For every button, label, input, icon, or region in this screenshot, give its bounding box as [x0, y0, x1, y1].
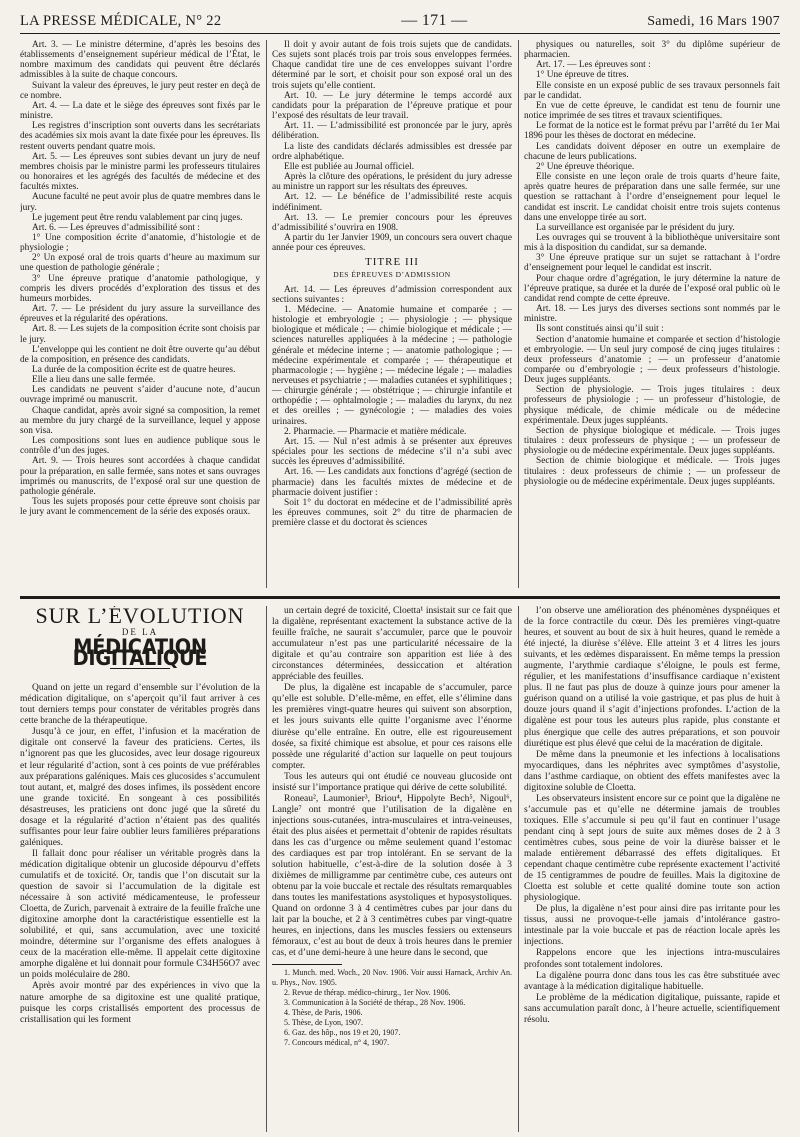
footnote: 1. Munch. med. Woch., 20 Nov. 1906. Voir aussi Harnack, Archiv An. u. Phys., Nov. 1905.: [272, 967, 512, 987]
article-title-line-2: DE LA: [121, 627, 159, 638]
decree-paragraph: Soit 1° du doctorat en médecine et de l’admissibilité après les épreuves communes, soit 2° du titre de pharmacien de première classe et du doctorat ès sciences: [272, 497, 512, 529]
decree-paragraph: Les candidats doivent déposer en outre un exemplaire de chacune de leurs publications.: [524, 141, 780, 162]
decree-paragraph: Art. 4. — La date et le siège des épreuves sont fixés par le ministre.: [20, 100, 260, 122]
article-title-main: MÉDICATION DIGITALIQUE: [72, 635, 208, 671]
footnote-rule: [272, 964, 342, 965]
decree-paragraph: Ils sont constitués ainsi qu’il suit :: [536, 324, 664, 335]
footnote: 7. Concours médical, n° 4, 1907.: [284, 1038, 390, 1048]
decree-paragraph: Tous les sujets proposés pour cette épreuve sont choisis par le jury avant le commencement de la série des exposés oraux.: [20, 497, 260, 518]
article-column-2: [272, 606, 512, 1132]
article-paragraph: De plus, la digalène est incapable de s’accumuler, parce qu’elle est soluble. D’elle-même, en effet, elle s’élimine dans les premières vingt-quatre heures qui suivent son absorption, et les jours suivants elle quitte l’organisme avec l’énorme diurèse qu’elle entraîne. En outre, elle est rigoureusement dosée, sa fixité chimique est absolue, et pour ces raisons elle possède une régularité d’action sur laquelle on peut toujours compter.: [272, 683, 512, 771]
decree-paragraph: Art. 15. — Nul n’est admis à se présenter aux épreuves spéciales pour les sections de médecine s’il n’a subi avec succès les épreuves d’admissibilité.: [272, 436, 512, 468]
journal-title: LA PRESSE MÉDICALE, N° 22: [20, 13, 222, 29]
decree-paragraph: Art. 13. — Le premier concours pour les épreuves d’admissibilité s’ouvrira en 1908.: [272, 212, 512, 233]
decree-paragraph: Art. 14. — Les épreuves d’admission correspondent aux sections suivantes :: [272, 284, 512, 305]
decree-paragraph: Les registres d’inscription sont ouverts dans les secrétariats des académies six mois avant la date fixée pour les épreuves. Ils restent ouverts pendant quatre mois.: [20, 121, 260, 152]
article-paragraph: Rappelons encore que les injections intra-musculaires profondes sont totalement indolores.: [524, 948, 780, 970]
decree-paragraph: Les candidats ne peuvent s’aider d’aucune note, d’aucun ouvrage imprimé ou manuscrit.: [20, 385, 260, 406]
article-column-3: [524, 606, 780, 1132]
article-paragraph: un certain degré de toxicité, Cloetta¹ insistait sur ce fait que la digalène, représentant exactement la substance active de la feuille fraîche, ne saurait s’accumuler, parce que le pouvoir accumulateur n’est pas une particularité nécessaire de la digitale et qu’au contraire son apparition est liée à des circonstances déterminées, dessiccation et altération appréciable des feuilles.: [272, 606, 512, 683]
decree-paragraph: Les compositions sont lues en audience publique sous le contrôle d’un des juges.: [20, 436, 260, 457]
footnote: 2. Revue de thérap. médico-chirurg., 1er Nov. 1906.: [284, 987, 451, 997]
decree-paragraph: Section d’anatomie humaine et comparée et section d’histologie et embryologie. — Un seul jury composé de cinq juges titulaires : deux professeurs d’anatomie ; — un professeur d’anatomie comparée ou d’embryologie ; — deux professeurs d’histologie. Deux juges suppléants.: [524, 334, 780, 386]
decree-paragraph: Pour chaque ordre d’agrégation, le jury détermine la nature de l’épreuve pratique, sa durée et la durée de l’exposé oral public où le candidat rend compte de cette épreuve.: [524, 273, 780, 304]
decree-paragraph: Art. 18. — Les jurys des diverses sections sont nommés par le ministre.: [524, 304, 780, 325]
decree-column-3: [524, 40, 780, 588]
decree-paragraph: Art. 16. — Les candidats aux fonctions d’agrégé (section de pharmacie) dans les facultés mixtes de médecine et de pharmacie doivent justifier :: [272, 467, 512, 498]
decree-paragraph: A partir du 1er Janvier 1909, un concours sera ouvert chaque année pour ces épreuves.: [272, 232, 512, 254]
decree-paragraph: Elle consiste en un exposé public de ses travaux personnels fait par le candidat.: [524, 80, 780, 101]
article-column-1: [20, 606, 260, 1132]
decree-paragraph: Art. 3. — Le ministre détermine, d’après les besoins des établissements d’enseignement supérieur médical de l’État, le nombre maximum des candidats qui peuvent être déclarés admissibles à la suite de chaque concours.: [20, 40, 260, 81]
footnote: 3. Communication à la Société de thérap., 28 Nov. 1906.: [284, 997, 466, 1007]
decree-paragraph: Art. 10. — Le jury détermine le temps accordé aux candidats pour la préparation de l’épreuve pratique et pour l’exposé des résultats de leur travail.: [272, 90, 512, 122]
decree-paragraph: L’enveloppe qui les contient ne doit être ouverte qu’au début de la composition, en présence des candidats.: [20, 344, 260, 365]
decree-paragraph: La durée de la composition écrite est de quatre heures.: [32, 365, 236, 375]
column-divider: [518, 606, 519, 1132]
decree-paragraph: Art. 6. — Les épreuves d’admissibilité sont :: [32, 222, 200, 233]
decree-paragraph: Elle consiste en une leçon orale de trois quarts d’heure faite, après quatre heures de préparation dans une salle fermée, sur une question se rattachant à l’ordre d’enseignement pour lequel le candidat est inscrit. Le candidat choisit entre trois sujets contenus dans une enveloppe tirée au sort.: [524, 172, 780, 223]
decree-paragraph: Les ouvrages qui se trouvent à la bibliothèque universitaire sont mis à la disposition du candidat, sur sa demande.: [524, 232, 780, 254]
decree-paragraph: Il doit y avoir autant de fois trois sujets que de candidats. Ces sujets sont placés trois par trois sous enveloppes fermées. Chaque candidat tire une de ces enveloppes suivant l’ordre déterminé par le sort, et choisit pour son exposé oral un des trois sujets qu’elle contient.: [272, 40, 512, 91]
decree-paragraph: Art. 5. — Les épreuves sont subies devant un jury de neuf membres choisis par le ministre parmi les professeurs titulaires ou honoraires et les agrégés des facultés de médecine et des facultés mixtes.: [20, 151, 260, 193]
article-paragraph: Le problème de la médication digitalique, puissante, rapide et sans accumulation paraît donc, à l’heure actuelle, scientifiquement résolu.: [524, 992, 780, 1025]
decree-paragraph: 1° Une composition écrite d’anatomie, d’histologie et de physiologie ;: [20, 232, 260, 254]
decree-paragraph: 2. Pharmacie. — Pharmacie et matière médicale.: [284, 426, 467, 437]
decree-column-2: [272, 40, 512, 588]
column-divider: [266, 606, 267, 1132]
column-divider: [518, 40, 519, 588]
decree-paragraph: Section de chimie biologique et médicale. — Trois juges titulaires : deux professeurs de chimie ; — un professeur de physiologie ou de médecine expérimentale. Deux juges suppléants.: [524, 456, 780, 487]
article-paragraph: Il fallait donc pour réaliser un véritable progrès dans la médication digitalique obtenir un glucoside dépourvu d’effets cumulatifs et de toxicité. Or, tandis que l’on discutait sur la question de savoir si l’accumulation de la digitale est nécessaire à son activité médicamenteuse, le professeur Cloetta, de Zurich, parvenait à extraire de la feuille fraîche une digitoxine amorphe dont la caractéristique essentielle est la solubilité, et qui, sans accumulation, avec une toxicité moindre, détermine sur l’organisme des effets analogues à ceux de la macération elle-même. Il appelait cette digitoxine amorphe digalène et lui donnait pour formule C34H56O7 avec un poids moléculaire de 280.: [20, 848, 260, 981]
decree-paragraph: Le format de la notice est le format prévu par l’arrêté du 1er Mai 1896 pour les thèses de doctorat en médecine.: [524, 121, 780, 142]
decree-paragraph: physiques ou naturelles, soit 3° du diplôme supérieur de pharmacien.: [524, 40, 780, 61]
section-title: TITRE III: [365, 256, 419, 269]
decree-paragraph: La liste des candidats déclarés admissibles est dressée par ordre alphabétique.: [272, 141, 512, 162]
article-paragraph: Quand on jette un regard d’ensemble sur l’évolution de la médication digitalique, on s’aperçoit qu’il faut arriver à ces tout derniers temps pour constater de véritables progrès dans cette branche de la thérapeutique.: [20, 683, 260, 727]
article-heading: [20, 606, 260, 671]
decree-column-1: [20, 40, 260, 588]
decree-paragraph: Art. 9. — Trois heures sont accordées à chaque candidat pour la préparation, en salle fermée, sans notes et sans ouvrages imprimés ou manuscrits, de l’exposé oral sur une question de pathologie générale.: [20, 456, 260, 497]
decree-paragraph: 3° Une épreuve pratique sur un sujet se rattachant à l’ordre d’enseignement pour lequel le candidat est inscrit.: [524, 253, 780, 274]
decree-paragraph: Section de physique biologique et médicale. — Trois juges titulaires : deux professeurs de physique ; — un professeur de physiologie ou de médecine expérimentale. Deux juges suppléants.: [524, 425, 780, 457]
header-rule: [20, 33, 780, 34]
section-subtitle: DES ÉPREUVES D’ADMISSION: [333, 270, 451, 280]
decree-paragraph: La surveillance est organisée par le président du jury.: [536, 222, 735, 233]
decree-paragraph: Art. 11. — L’admissibilité est prononcée par le jury, après délibération.: [272, 121, 512, 142]
article-paragraph: De plus, la digalène n’est pour ainsi dire pas irritante pour les tissus, aussi ne provoque-t-elle jamais d’intolérance gastro-intestinale par la voie buccale et pas de réaction locale après les injections.: [524, 904, 780, 948]
decree-paragraph: En vue de cette épreuve, le candidat est tenu de fournir une notice imprimée de ses titres et travaux scientifiques.: [524, 100, 780, 122]
decree-paragraph: Après la clôture des opérations, le président du jury adresse au ministre un rapport sur les résultats des épreuves.: [272, 172, 512, 193]
decree-paragraph: Art. 8. — Les sujets de la composition écrite sont choisis par le jury.: [20, 324, 260, 345]
footnote: 4. Thèse, de Paris, 1906.: [284, 1007, 363, 1017]
article-paragraph: l’on observe une amélioration des phénomènes dyspnéiques et de la force contractile du cœur. Dès les premières vingt-quatre heures, et souvent au bout de six à huit heures, quand le remède a été injecté, la diurèse s’élève. Elle atteint 3 et 4 litres les jours suivants, et les œdèmes disparaissent. En même temps la pression augmente, l’arythmie cardiaque s’éloigne, le pouls est ferme, régulier, et les manifestations d’insuffisance cardiaque n’existent plus. Il ne faut pas plus de douze à quinze jours pour amener la guérison quand on a utilisé la voie gastrique, et pas plus de huit à douze jours quand il s’agit d’injections profondes. L’action de la digalène est pour tous les auteurs plus rapide, plus constante et plus énergique que celle des autres préparations, et son pouvoir diurétique est plus élevé que celui de la macération de digitale.: [524, 606, 780, 749]
decree-paragraph: 1° Une épreuve de titres.: [536, 70, 629, 81]
article-paragraph: La digalène pourra donc dans tous les cas être substituée avec avantage à la médication digitalique habituelle.: [524, 970, 780, 992]
decree-paragraph: Art. 17. — Les épreuves sont :: [536, 60, 651, 71]
article-paragraph: De même dans la pneumonie et les infections à localisations myocardiques, dans les néphrites avec symptômes d’asystolie, dans l’asthme cardiaque, on obtient des effets manifestes avec la digitoxine soluble de Cloetta.: [524, 749, 780, 793]
decree-paragraph: Aucune faculté ne peut avoir plus de quatre membres dans le jury.: [20, 192, 260, 213]
page-number: — 171 —: [401, 12, 468, 29]
article-paragraph: Après avoir montré par des expériences in vivo que la nature amorphe de sa digitoxine est une qualité pratique, puisque les corps cristallisés emportent des processus de cristallisation qui les forment: [20, 981, 260, 1025]
decree-paragraph: Art. 7. — Le président du jury assure la surveillance des épreuves et la régularité des opérations.: [20, 304, 260, 325]
footnote: 6. Gaz. des hôp., nos 19 et 20, 1907.: [284, 1028, 401, 1038]
decree-paragraph: Elle a lieu dans une salle fermée.: [32, 375, 156, 386]
decree-paragraph: Elle est publiée au Journal officiel.: [284, 161, 415, 172]
decree-paragraph: Section de physiologie. — Trois juges titulaires : deux professeurs de physiologie ; — un professeur d’histologie, de physique médicale, de chimie médicale ou de médecine expérimentale. Deux juges suppléants.: [524, 385, 780, 426]
article-paragraph: Roneau², Laumonier³, Briou⁴, Hippolyte Bech⁵, Nigoul⁶, Langle⁷ ont montré que l’utilisation de la digalène en injections sous-cutanées, intra-musculaires et intra-veineuses, était des plus aisées et permettait d’obtenir de rapides résultats dans les cas d’urgence ou même seulement quand l’estomac des cardiaques est par trop intolérant. En se servant de la solution habituelle, c’est-à-dire de la solution dosée à 3 dixièmes de milligramme par centimètre cube, ces auteurs ont obtenu par la voie buccale et rectale des résultats remarquables dans toutes les manifestations asystoliques et hyposystoliques. Quand on ordonne 3 à 4 centimètres cubes par jour dans du lait par la bouche, et 2 à 3 centimètres cubes par vingt-quatre heures, en injections, dans les muscles fessiers ou extenseurs fémoraux, c’est au bout de deux à trois heures dans le premier cas, et d’une demi-heure à une heure dans le second, que: [272, 793, 512, 959]
issue-date: Samedi, 16 Mars 1907: [647, 14, 780, 29]
article-paragraph: Les observateurs insistent encore sur ce point que la digalène ne s’accumule pas et qu’elle ne détermine jamais de troubles toxiques. Elle s’accumule si peu qu’il faut en continuer l’usage pendant cinq à sept jours de suite aux mêmes doses de 2 à 3 centimètres cubes, sous peine de voir la diurèse baisser et le malade entièrement débarrassé des effets digitaliques. Et cependant chaque centimètre cube représente exactement l’activité de 15 centigrammes de poudre de feuilles. Mais la digitoxine de Cloetta est soluble et cette qualité domine toute son action physiologique.: [524, 793, 780, 904]
decree-paragraph: 2° Une épreuve théorique.: [536, 161, 635, 172]
column-divider: [266, 40, 267, 588]
decree-paragraph: Suivant la valeur des épreuves, le jury peut rester en deçà de ce nombre.: [20, 80, 260, 101]
decree-paragraph: 1. Médecine. — Anatomie humaine et comparée ; — histologie et embryologie ; — physiologie ; — physique biologique et médicale ; — chimie biologique et médicale ; — sciences naturelles appliquées à la médecine ; — pathologie générale et médecine interne ; — anatomie pathologique ; — médecine expérimentale et comparée ; — thérapeutique et pharmacologie ; — hygiène ; — médecine légale ; — maladies nerveuses et psychiatrie ; — maladies cutanées et syphilitiques ; — chirurgie générale ; — obstétrique ; — chirurgie infantile et orthopédie ; — ophtalmologie ; — maladies du larynx, du nez et des oreilles ; — gynécologie ; — maladies des voies urinaires.: [272, 304, 512, 427]
decree-paragraph: Le jugement peut être rendu valablement par cinq juges.: [32, 212, 243, 223]
decree-paragraph: Art. 12. — Le bénéfice de l’admissibilité reste acquis indéfiniment.: [272, 192, 512, 213]
article-paragraph: Jusqu’à ce jour, en effet, l’infusion et la macération de digitale ont conservé la faveur des praticiens. Certes, ils n’ignorent pas que les glucosides, avec leur dosage rigoureux et leur régularité d’action, sont à ces points de vue préférables aux préparations galéniques. Mais ces glucosides s’accumulent tout autant, et, malgré des doses infimes, ils possèdent encore une grande toxicité. En songeant à ces possibilités désastreuses, les praticiens ont donc jugé que la sûreté du dosage et la régularité d’action n’étaient pas des qualités suffisantes pour leur faire oublier leurs familières préparations galéniques.: [20, 727, 260, 848]
section-separator: [20, 596, 780, 599]
article-title-line-1: SUR L’ÉVOLUTION: [35, 606, 245, 628]
decree-paragraph: 2° Un exposé oral de trois quarts d’heure au maximum sur une question de pathologie générale ;: [20, 253, 260, 274]
decree-paragraph: 3° Une épreuve pratique d’anatomie pathologique, y compris les divers procédés d’exploration des tissus et des humeurs morbides.: [20, 273, 260, 304]
footnote: 5. Thèse, de Lyon, 1907.: [284, 1017, 363, 1027]
article-paragraph: Tous les auteurs qui ont étudié ce nouveau glucoside ont insisté sur l’importance pratique qui dérive de cette solubilité.: [272, 771, 512, 793]
running-header: [20, 6, 780, 30]
decree-paragraph: Chaque candidat, après avoir signé sa composition, la remet au membre du jury chargé de la surveillance, lequel y appose son visa.: [20, 405, 260, 436]
